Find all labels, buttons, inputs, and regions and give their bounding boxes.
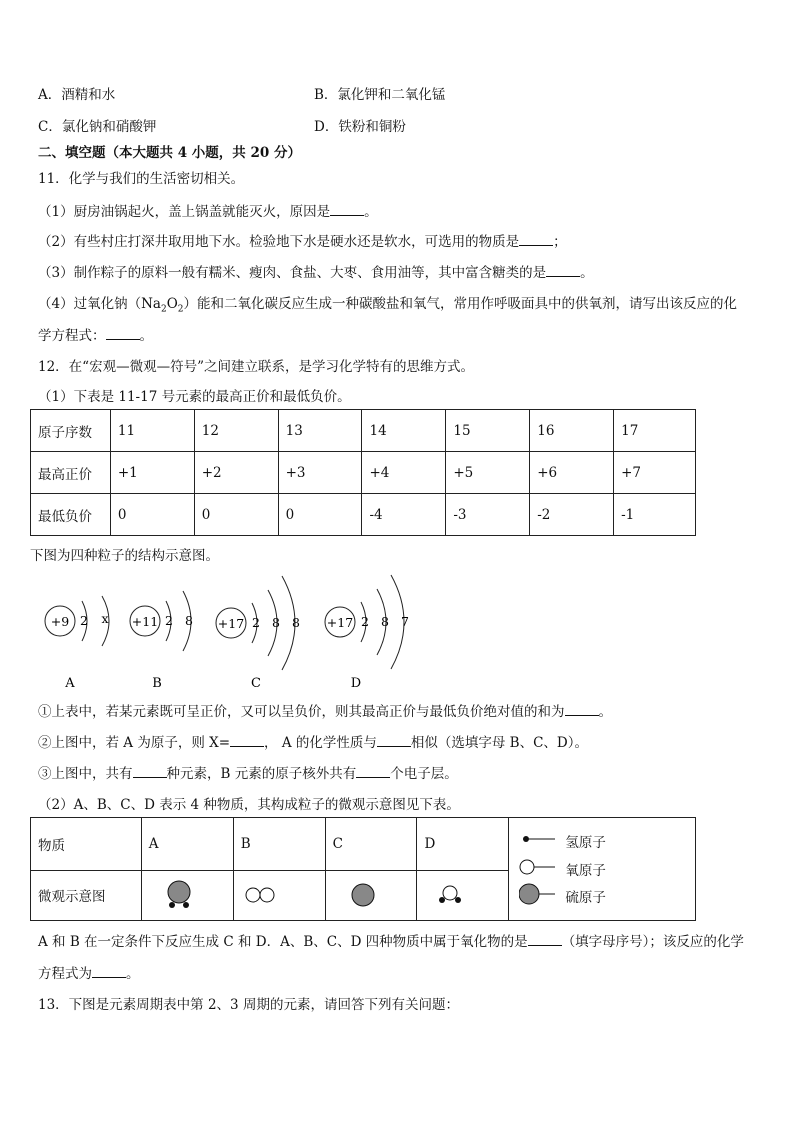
q12-sub2 — [38, 731, 588, 751]
table-cell: +7 — [614, 452, 696, 494]
molecule-b-icon — [241, 880, 281, 910]
answer-blank[interactable] — [133, 765, 167, 778]
table-cell: 17 — [614, 410, 696, 452]
q11-part3 — [38, 261, 594, 281]
table-row — [31, 410, 696, 452]
particle-label: C — [251, 676, 261, 691]
option-b: B．氯化钾和二氧化锰 — [314, 87, 446, 103]
table-cell: +1 — [110, 452, 194, 494]
table-row — [31, 452, 696, 494]
shell-electrons: 8 — [185, 613, 193, 628]
table-cell: 13 — [278, 410, 362, 452]
molecule-cell — [233, 870, 325, 921]
molecule-cell — [141, 870, 233, 921]
table-cell: -3 — [446, 494, 530, 536]
q12-part1: （1）下表是 11-17 号元素的最高正价和最低负价。 — [38, 389, 351, 405]
option-d: D．铁粉和铜粉 — [314, 119, 406, 135]
table-cell: 11 — [110, 410, 194, 452]
particle-label: A — [65, 676, 75, 691]
legend — [509, 818, 695, 920]
q12-t-a: A 和 B 在一定条件下反应生成 C 和 D．A、B、C、D 四种物质中属于氧化物的是 — [38, 934, 528, 950]
q12-s1-text: ①上表中，若某元素既可呈正价，又可以呈负价，则其最高正价与最低负价绝对值的和为 — [38, 704, 565, 720]
q12-sub3 — [38, 762, 458, 782]
answer-blank[interactable] — [330, 203, 364, 216]
table-cell: B — [233, 818, 325, 871]
q11-part2 — [38, 230, 567, 250]
table-cell: -2 — [530, 494, 614, 536]
diagram-caption: 下图为四种粒子的结构示意图。 — [30, 548, 219, 564]
q11-p3-end: 。 — [580, 265, 594, 281]
micro-diagram-table — [30, 817, 696, 921]
q12-t-end: 。 — [126, 966, 140, 982]
q11-p3-text: （3）制作粽子的原料一般有糯米、瘦肉、食盐、大枣、食用油等，其中富含糖类的是 — [38, 265, 547, 281]
answer-blank[interactable] — [377, 734, 411, 747]
answer-blank[interactable] — [230, 734, 264, 747]
particle-label: D — [350, 676, 362, 691]
row-label: 物质 — [31, 818, 142, 871]
section-title: 二、填空题（本大题共 4 小题，共 20 分） — [38, 145, 301, 161]
answer-blank[interactable] — [106, 327, 140, 340]
table-cell: 14 — [362, 410, 446, 452]
q12-s3-a: ③上图中，共有 — [38, 766, 133, 782]
row-label: 最高正价 — [31, 452, 111, 494]
q11-part4-cont — [38, 324, 153, 344]
table-row — [31, 818, 696, 871]
nucleus-charge: +17 — [326, 615, 354, 630]
table-cell: +5 — [446, 452, 530, 494]
table-cell: 16 — [530, 410, 614, 452]
subscript: 2 — [177, 304, 184, 315]
table-cell: C — [325, 818, 417, 871]
table-cell: +6 — [530, 452, 614, 494]
q11-p1-text: （1）厨房油锅起火，盖上锅盖就能灭火，原因是 — [38, 204, 331, 220]
table-cell: D — [417, 818, 509, 871]
q12-s2-b: ， A 的化学性质与 — [264, 735, 377, 751]
nucleus-charge: +9 — [50, 614, 70, 629]
row-label: 最低负价 — [31, 494, 111, 536]
q11-p2-text: （2）有些村庄打深井取用地下水。检验地下水是硬水还是软水，可选用的物质是 — [38, 234, 520, 250]
nucleus-charge: +17 — [217, 616, 245, 631]
table-cell: 12 — [194, 410, 278, 452]
shell-electrons: 2 — [80, 613, 88, 628]
q11-p2-end: ； — [553, 234, 567, 250]
oxygen-atom-icon — [520, 860, 534, 874]
q11-p4-end: 。 — [139, 328, 153, 344]
q12-s3-b: 种元素，B 元素的原子核外共有 — [166, 766, 357, 782]
table-cell: -1 — [614, 494, 696, 536]
molecule-d-icon — [432, 880, 472, 910]
q12-t-b: （填字母序号）；该反应的化学 — [561, 934, 744, 950]
particle-d — [325, 575, 409, 691]
table-cell: 0 — [194, 494, 278, 536]
option-a: A．酒精和水 — [38, 87, 116, 103]
particle-c — [216, 576, 300, 691]
table-cell: +3 — [278, 452, 362, 494]
particle-label: B — [152, 676, 162, 691]
table-cell: 0 — [110, 494, 194, 536]
table-cell: A — [141, 818, 233, 871]
q12-s2-a: ②上图中，若 A 为原子，则 X= — [38, 735, 231, 751]
shell-electrons: 8 — [381, 614, 389, 629]
legend-label: 氧原子 — [565, 863, 606, 879]
q12-conclusion-cont — [38, 962, 140, 982]
q12-s3-c: 个电子层。 — [390, 766, 458, 782]
table-row — [31, 494, 696, 536]
shell-electrons: 2 — [252, 615, 260, 630]
table-cell: +2 — [194, 452, 278, 494]
row-label: 原子序数 — [31, 410, 111, 452]
sulfur-atom-icon — [519, 884, 539, 904]
answer-blank[interactable] — [356, 765, 390, 778]
shell-electrons: 8 — [272, 615, 280, 630]
molecule-c-icon — [343, 880, 383, 910]
q12-conclusion — [38, 930, 744, 950]
q12-s2-c: 相似（选填字母 B、C、D）。 — [410, 735, 589, 751]
legend-cell — [509, 818, 696, 921]
shell-electrons: 8 — [292, 615, 300, 630]
legend-symbols — [519, 832, 559, 908]
valence-table — [30, 409, 696, 536]
shell-electrons: 7 — [401, 614, 409, 629]
q12-sub1 — [38, 700, 612, 720]
q11-stem: 11．化学与我们的生活密切相关。 — [38, 171, 245, 187]
molecule-a-icon — [159, 877, 199, 913]
q12-t-c: 方程式为 — [38, 966, 92, 982]
particle-a — [45, 596, 109, 691]
answer-blank[interactable] — [546, 264, 580, 277]
table-cell: -4 — [362, 494, 446, 536]
q11-p4-o: O — [166, 296, 178, 312]
molecule-cell — [325, 870, 417, 921]
legend-label: 氢原子 — [565, 835, 606, 851]
table-cell: 0 — [278, 494, 362, 536]
nucleus-charge: +11 — [131, 614, 159, 629]
q11-part1 — [38, 200, 378, 220]
table-cell: +4 — [362, 452, 446, 494]
subscript: 2 — [160, 304, 167, 315]
answer-blank[interactable] — [565, 703, 599, 716]
answer-blank[interactable] — [519, 233, 553, 246]
q11-p4-a: （4）过氧化钠（Na — [38, 296, 161, 312]
hydrogen-atom-icon — [523, 836, 529, 842]
particle-structure-diagram — [0, 566, 794, 694]
shell-electrons: 2 — [361, 614, 369, 629]
option-c: C．氯化钠和硝酸钾 — [38, 119, 157, 135]
q11-p4-c: 学方程式： — [38, 328, 106, 344]
q11-p4-b: ）能和二氧化碳反应生成一种碳酸盐和氧气，常用作呼吸面具中的供氧剂，请写出该反应的化 — [183, 296, 737, 312]
molecule-cell — [417, 870, 509, 921]
shell-electrons: x — [101, 611, 109, 626]
answer-blank[interactable] — [528, 933, 562, 946]
shell-electrons: 2 — [165, 613, 173, 628]
table-cell: 15 — [446, 410, 530, 452]
q11-part4 — [38, 292, 737, 315]
q12-part2: （2）A、B、C、D 表示 4 种物质，其构成粒子的微观示意图见下表。 — [38, 797, 460, 813]
row-label: 微观示意图 — [31, 870, 142, 921]
q12-s1-end: 。 — [598, 704, 612, 720]
legend-label: 硫原子 — [565, 890, 606, 906]
answer-blank[interactable] — [92, 965, 126, 978]
q11-p1-end: 。 — [364, 204, 378, 220]
q13-stem: 13．下图是元素周期表中第 2、3 周期的元素，请回答下列有关问题： — [38, 997, 459, 1013]
q12-stem: 12．在“宏观—微观—符号”之间建立联系，是学习化学特有的思维方式。 — [38, 359, 474, 375]
particle-b — [130, 591, 193, 691]
